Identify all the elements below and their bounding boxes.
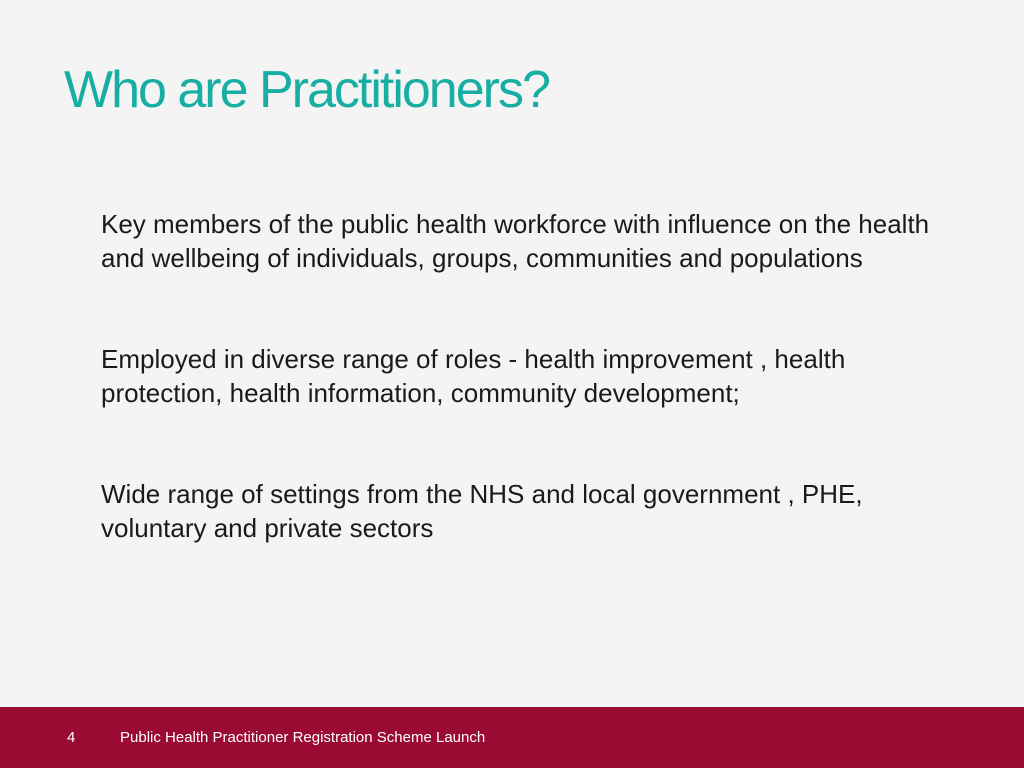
paragraph-roles: Employed in diverse range of roles - health improvement , health protection, health information, community development; — [101, 344, 846, 408]
paragraph-settings: Wide range of settings from the NHS and local government , PHE, voluntary and private sectors — [101, 479, 863, 543]
slide-body — [101, 207, 961, 545]
paragraph-key-members: Key members of the public health workforce with influence on the health and wellbeing of individuals, groups, communities and populations — [101, 209, 930, 273]
footer-bar — [0, 707, 1024, 768]
page-number: 4 — [67, 729, 76, 746]
footer-title: Public Health Practitioner Registration Scheme Launch — [120, 729, 486, 746]
slide-title: Who are Practitioners? — [64, 61, 549, 119]
